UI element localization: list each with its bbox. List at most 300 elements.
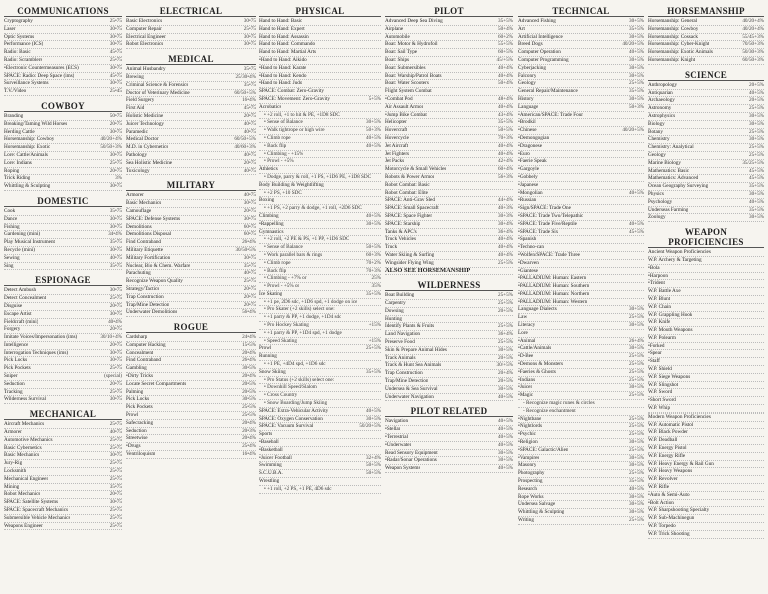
skill-percent: 25+5% xyxy=(497,323,513,330)
skill-percent: 25•75 xyxy=(109,460,122,467)
skill-section xyxy=(4,196,122,270)
skill-name: •Basketball xyxy=(259,446,283,453)
skill-percent: 30+5% xyxy=(628,462,644,469)
skill-row xyxy=(259,431,381,439)
skill-percent: 70/50+3% xyxy=(742,41,764,48)
skill-percent: 30•75 xyxy=(109,452,122,459)
skill-name: W.P. Rifle xyxy=(648,484,669,491)
skill-name: • Back flip xyxy=(264,142,287,149)
skill-row xyxy=(4,491,122,499)
skill-name: Skin & Prepare Animal Hides xyxy=(385,346,447,353)
skill-percent: 20•75 xyxy=(109,491,122,498)
skill-percent xyxy=(762,350,764,357)
skill-name: Demolitions xyxy=(126,223,152,230)
skill-row xyxy=(259,174,381,182)
skill-row xyxy=(259,306,381,314)
skill-percent xyxy=(762,312,764,319)
skill-row xyxy=(385,213,513,221)
skill-name: Hand to Hand: Expert xyxy=(259,25,305,32)
skill-row xyxy=(4,168,122,176)
skill-name: Marine Biology xyxy=(648,159,681,166)
skill-row xyxy=(648,41,764,49)
skill-percent: 40+5% xyxy=(497,434,513,441)
skill-percent: 30•75 xyxy=(109,151,122,158)
skill-name: •Japanese xyxy=(518,181,539,188)
skill-percent: 20•75 xyxy=(243,112,256,119)
skill-percent: 16•4% xyxy=(242,451,256,458)
skill-percent: 35+5% xyxy=(748,183,764,190)
skill-percent: 56+3% xyxy=(497,173,513,180)
skill-row xyxy=(4,350,122,358)
skill-row xyxy=(518,88,644,96)
skill-name: •Baseball xyxy=(259,439,279,446)
skill-row xyxy=(126,90,256,98)
skill-percent xyxy=(762,500,764,507)
section-title: ELECTRICAL xyxy=(126,6,256,17)
skill-name: Truck xyxy=(385,244,398,251)
skill-percent: 36+4% xyxy=(497,228,513,235)
skill-name: Locksmith xyxy=(4,468,27,475)
column-4 xyxy=(385,6,513,478)
skill-name: •PALLADIUM: Human: Northern xyxy=(518,290,590,297)
skill-percent xyxy=(642,112,644,119)
skill-percent: +15% xyxy=(368,322,381,329)
skill-percent: 50+4% xyxy=(497,25,513,32)
skill-percent: 30•75 xyxy=(109,183,122,190)
skill-row xyxy=(126,443,256,451)
skill-name: Imitate Voices/Impersonation (ims) xyxy=(4,334,78,341)
skill-row xyxy=(126,334,256,342)
skill-row xyxy=(648,273,764,281)
skill-name: •Magic xyxy=(518,392,534,399)
skill-name: W.P. Mouth Weapons xyxy=(648,327,693,334)
skill-row xyxy=(648,296,764,304)
skill-row xyxy=(518,190,644,198)
skill-percent: 25+5% xyxy=(628,517,644,523)
skill-row xyxy=(385,323,513,331)
skill-name: •PALLADIUM: Human: Southern xyxy=(518,283,590,290)
skill-row xyxy=(4,476,122,484)
skill-percent: 20•75 xyxy=(243,293,256,300)
skill-name: Photography xyxy=(518,470,545,477)
skill-row xyxy=(259,260,381,268)
skill-row xyxy=(4,208,122,216)
skill-name: • Snow Boarding/Jump Skiing xyxy=(264,400,328,407)
skill-name: •Dragonese xyxy=(518,142,542,149)
skill-row xyxy=(126,97,256,105)
skill-percent xyxy=(762,461,764,468)
skill-name: •Techno-can xyxy=(518,244,544,251)
skill-row xyxy=(385,355,513,363)
skill-percent xyxy=(642,275,644,282)
skill-percent: 20+5% xyxy=(497,354,513,361)
skill-row xyxy=(385,205,513,213)
skill-name: •Dwarven xyxy=(518,259,539,266)
skill-name: Gardening (mini) xyxy=(4,231,41,238)
skill-name: W.P. Sword xyxy=(648,389,673,396)
skill-percent: 35+5% xyxy=(748,206,764,213)
skill-row xyxy=(518,486,644,494)
skill-name: Read Sensory Equipment xyxy=(385,449,438,456)
skill-name: Jet Fighters xyxy=(385,150,410,157)
skill-name: •Jump Bike Combat xyxy=(385,111,427,118)
skill-row xyxy=(4,247,122,255)
skill-name: W.P. Slingshot xyxy=(648,381,679,388)
skill-row xyxy=(385,174,513,182)
skill-name: Demolitions Disposal xyxy=(126,231,172,238)
skill-percent: 30•75 xyxy=(109,80,122,87)
skill-row xyxy=(4,216,122,224)
skill-name: Mathematics: Basic xyxy=(648,167,690,174)
skill-row xyxy=(385,426,513,434)
skill-percent xyxy=(379,190,381,197)
skill-percent: 25•75 xyxy=(109,436,122,443)
skill-percent xyxy=(642,244,644,251)
skill-row xyxy=(385,260,513,268)
skill-name: Basic Mechanics xyxy=(4,452,40,459)
skill-row xyxy=(4,152,122,160)
skill-row xyxy=(126,239,256,247)
skill-name: • Pro Hockey Skating xyxy=(264,322,309,329)
skill-percent xyxy=(642,260,644,267)
skill-name: Cardsharp xyxy=(126,334,148,341)
skill-percent xyxy=(379,486,381,493)
skill-percent xyxy=(762,507,764,514)
skill-name: Radio: Basic xyxy=(4,49,31,56)
skill-name: Seduction xyxy=(126,427,147,434)
skill-row xyxy=(518,260,644,268)
skill-name: Sea Holistic Medicine xyxy=(126,159,173,166)
skill-row xyxy=(385,457,513,465)
skill-percent: 70+3% xyxy=(497,134,513,141)
skill-percent: 25•75 xyxy=(243,278,256,285)
skill-percent: 25+5% xyxy=(497,300,513,307)
skill-name: •Chinese xyxy=(518,127,537,134)
skill-name: Electrical Engineer xyxy=(126,33,166,40)
skill-percent xyxy=(642,268,644,275)
skill-percent: 35+5% xyxy=(628,478,644,485)
skill-row xyxy=(648,113,764,121)
skill-row xyxy=(385,386,513,394)
skill-row xyxy=(259,377,381,385)
skill-row xyxy=(259,353,381,361)
column-6 xyxy=(648,6,764,544)
skill-row xyxy=(126,373,256,381)
skill-name: Palming xyxy=(126,388,144,395)
skill-row xyxy=(385,88,513,96)
skill-percent: 30+5% xyxy=(628,439,644,446)
skill-name: W.P. Blunt xyxy=(648,295,671,302)
skill-percent: 25+5% xyxy=(748,151,764,158)
skill-name: Psychology xyxy=(648,198,673,205)
skill-name: Weapon Systems xyxy=(385,465,421,472)
skill-percent: 50+3% xyxy=(628,103,644,110)
skill-percent: 60+4% xyxy=(497,166,513,173)
skill-percent: 60+5% xyxy=(497,49,513,56)
skill-percent: 35•75 xyxy=(243,66,256,73)
skill-name: W.P. Grappling Hook xyxy=(648,311,693,318)
skill-percent: 25•75 xyxy=(109,56,122,63)
skill-name: SPACE: Small Spacecraft xyxy=(385,205,439,212)
skill-percent xyxy=(762,343,764,350)
skill-row xyxy=(518,158,644,166)
skill-percent xyxy=(642,205,644,212)
skill-percent: 30•5% xyxy=(242,396,256,403)
skill-name: Holistic Medicine xyxy=(126,112,164,119)
skill-row xyxy=(385,182,513,190)
skill-row xyxy=(126,270,256,278)
skill-row xyxy=(259,143,381,151)
skill-name: Astronomy xyxy=(648,105,672,112)
skill-name: Masonry xyxy=(518,462,537,469)
skill-percent xyxy=(511,182,513,189)
skill-percent: 40+5% xyxy=(497,426,513,433)
skill-name: Horsemanship: Cowboy xyxy=(648,25,699,32)
skill-row xyxy=(4,507,122,515)
skill-name: Toxicology xyxy=(126,167,150,174)
skill-row xyxy=(648,183,764,191)
skill-row xyxy=(4,113,122,121)
skill-name: Chemistry: Analytical xyxy=(648,144,694,151)
skill-row xyxy=(648,366,764,374)
skill-name: •Cattle/Animals xyxy=(518,345,552,352)
skill-row xyxy=(126,216,256,224)
skill-name: Jet Aircraft xyxy=(385,142,409,149)
skill-percent xyxy=(379,197,381,204)
skill-percent: 40+5% xyxy=(748,89,764,96)
skill-row xyxy=(648,358,764,366)
skill-name: •Combat Pod xyxy=(385,95,413,102)
skill-percent: 30+5% xyxy=(365,220,381,227)
skill-name: Trick Riding xyxy=(4,175,31,182)
skill-row xyxy=(4,523,122,531)
skill-percent xyxy=(762,476,764,483)
skill-percent: 35+5% xyxy=(365,368,381,375)
skill-percent: 40+5% xyxy=(628,189,644,196)
skill-percent: 25+5% xyxy=(628,392,644,399)
skill-percent: 50+5% xyxy=(497,127,513,134)
skill-name: W.P. Revolver xyxy=(648,476,678,483)
skill-percent xyxy=(642,408,644,415)
skill-percent: 25•75 xyxy=(243,25,256,32)
skill-row xyxy=(518,392,644,400)
skill-row xyxy=(518,345,644,353)
skill-name: • +1 PS, +2 parry & dodge, +1 roll, +2D6 SDC xyxy=(264,205,362,212)
skill-name: •SPACE: Galactic/Alien xyxy=(518,446,569,453)
skill-row xyxy=(518,494,644,502)
skill-row xyxy=(126,160,256,168)
skill-percent: 30•75 xyxy=(109,357,122,364)
skill-row xyxy=(648,191,764,199)
skill-name: Boat: Water Scooters xyxy=(385,80,429,87)
skill-row xyxy=(518,384,644,392)
skill-row xyxy=(518,96,644,104)
skill-row xyxy=(648,476,764,484)
skill-row xyxy=(385,252,513,260)
skill-name: Computer Programming xyxy=(518,56,569,63)
skill-row xyxy=(126,263,256,271)
skill-section xyxy=(648,227,764,538)
skill-row xyxy=(385,73,513,81)
skill-percent: 45+5% xyxy=(628,228,644,235)
skill-name: Motorcycle & Small Vehicles xyxy=(385,166,447,173)
skill-name: Sniper xyxy=(4,373,18,380)
skill-row xyxy=(4,499,122,507)
skill-percent: 20•4% xyxy=(242,349,256,356)
section-title: SCIENCE xyxy=(648,70,764,81)
skill-row xyxy=(126,231,256,239)
skill-percent: 25+5% xyxy=(497,259,513,266)
skill-row xyxy=(385,236,513,244)
skill-percent: 25+5% xyxy=(628,353,644,360)
skill-row xyxy=(385,127,513,135)
skill-percent: 30+5% xyxy=(628,345,644,352)
skill-name: SPACE: Combat: Zero-Gravity xyxy=(259,88,324,95)
skill-percent: 20•75 xyxy=(243,285,256,292)
skill-name: Art xyxy=(518,25,525,32)
skill-name: •SPACE: Trade Six xyxy=(518,228,559,235)
skill-row xyxy=(259,400,381,408)
skill-row xyxy=(518,49,644,57)
skill-name: Boat: Sail Type xyxy=(385,49,418,56)
skill-name: • Sense of Balance xyxy=(264,119,303,126)
skill-name: W.P. Archery & Targeting xyxy=(648,256,702,263)
skill-percent: 70+2% xyxy=(365,259,381,266)
skill-percent: 30+5% xyxy=(748,214,764,221)
section-title: MECHANICAL xyxy=(4,409,122,420)
skill-row xyxy=(518,353,644,361)
skill-row xyxy=(518,252,644,260)
skill-name: •Giantese xyxy=(518,267,538,274)
skill-name: •Short Sword xyxy=(648,397,676,404)
skill-name: Concealment xyxy=(126,349,154,356)
skill-name: Intelligence xyxy=(4,341,29,348)
skill-percent: 30•75 xyxy=(109,215,122,222)
skill-name: W.P. Shield xyxy=(648,366,672,373)
skill-row xyxy=(518,439,644,447)
skill-percent: 25+5% xyxy=(628,361,644,368)
skill-row xyxy=(518,166,644,174)
skill-percent xyxy=(379,439,381,446)
skill-percent: 55+5% xyxy=(497,41,513,48)
skill-row xyxy=(518,416,644,424)
skill-row xyxy=(648,507,764,515)
section-title: PILOT xyxy=(385,6,513,17)
skill-section xyxy=(4,409,122,530)
skill-name: Whittling & Sculpting xyxy=(518,509,565,516)
skill-name: Lore xyxy=(518,329,528,336)
skill-name: Hunting xyxy=(385,315,403,322)
skill-name: Hovercycle xyxy=(385,134,409,141)
skill-name: Jet Packs xyxy=(385,158,405,165)
skill-percent xyxy=(379,377,381,384)
skill-percent xyxy=(642,236,644,243)
skill-percent: 30+5% xyxy=(628,18,644,24)
skill-name: Astrophysics xyxy=(648,112,676,119)
skill-row xyxy=(648,500,764,508)
skill-row xyxy=(518,268,644,276)
skill-row xyxy=(126,389,256,397)
skill-row xyxy=(259,205,381,213)
skill-name: •Underwater xyxy=(385,441,412,448)
skill-percent: 40+5% xyxy=(497,418,513,425)
skill-name: •Animal xyxy=(518,337,536,344)
skill-name: Safecracking xyxy=(126,419,154,426)
skill-percent: 45+5% xyxy=(748,167,764,174)
skill-percent: 40+4% xyxy=(497,244,513,251)
skill-name: Brewing xyxy=(126,73,144,80)
skill-row xyxy=(518,127,644,135)
skill-percent: 30•5% xyxy=(242,365,256,372)
skill-percent: 40•75 xyxy=(243,151,256,158)
skill-name: W.P. Black Powder xyxy=(648,429,688,436)
skill-section xyxy=(126,180,256,317)
skill-row xyxy=(4,373,122,381)
skill-row xyxy=(385,339,513,347)
skill-percent: 25/30•4% xyxy=(235,73,256,80)
skill-name: Undersea & Sea Survival xyxy=(385,385,438,392)
skill-row xyxy=(648,18,764,26)
skill-row xyxy=(385,119,513,127)
skill-percent: 40•4% xyxy=(108,318,122,325)
skill-row xyxy=(4,175,122,183)
skill-percent: 30+5% xyxy=(628,493,644,500)
skill-row xyxy=(648,136,764,144)
skill-percent: 20•75 xyxy=(109,302,122,309)
skill-row xyxy=(518,291,644,299)
skill-percent: 40+5% xyxy=(365,134,381,141)
skill-row xyxy=(518,18,644,26)
skill-name: Computer Repair xyxy=(126,25,162,32)
skill-percent: 30•75 xyxy=(243,33,256,40)
skill-name: W.P. Polearm xyxy=(648,334,676,341)
skill-row xyxy=(648,382,764,390)
skill-name: •Drugs xyxy=(126,443,141,450)
skill-percent xyxy=(379,65,381,72)
skill-percent: 35+5% xyxy=(628,88,644,95)
skill-percent xyxy=(762,468,764,475)
skill-name: Wilderness Survival xyxy=(4,396,47,403)
skill-section xyxy=(518,6,644,525)
skill-section xyxy=(648,6,764,65)
skill-row xyxy=(259,275,381,283)
skill-row xyxy=(126,144,256,152)
skill-percent: 35•75 xyxy=(109,239,122,246)
skill-name: • Dodge, parry & roll, +1 PS, +1D6 PE, +1D8 SDC xyxy=(264,173,372,180)
skill-name: • Pro Status (+2 skills) select one: xyxy=(264,376,335,383)
skill-name: •PALLADIUM: Human: Eastern xyxy=(518,275,587,282)
skill-name: Language xyxy=(518,103,539,110)
skill-name: •Trident xyxy=(648,280,665,287)
skill-percent: 30•75 xyxy=(243,254,256,261)
skill-name: Field Surgery xyxy=(126,97,155,104)
skill-percent xyxy=(762,414,764,421)
skill-row xyxy=(259,41,381,49)
skill-name: W.P. Chain xyxy=(648,303,672,310)
skill-name: •Nightbane xyxy=(518,415,542,422)
skill-name: Recognize Weapon Quality xyxy=(126,278,183,285)
skill-percent xyxy=(379,431,381,438)
skill-name: •Juicer Football xyxy=(259,454,292,461)
skill-name: Archaeology xyxy=(648,97,675,104)
skill-name: - Recognize magic runes & circles xyxy=(523,400,595,407)
skill-percent xyxy=(511,190,513,197)
skill-percent: 30+5% xyxy=(497,385,513,392)
skill-row xyxy=(518,283,644,291)
skill-percent: 45•75 xyxy=(109,49,122,56)
skill-name: •Faeries & Ghosts xyxy=(518,368,556,375)
skill-row xyxy=(518,213,644,221)
